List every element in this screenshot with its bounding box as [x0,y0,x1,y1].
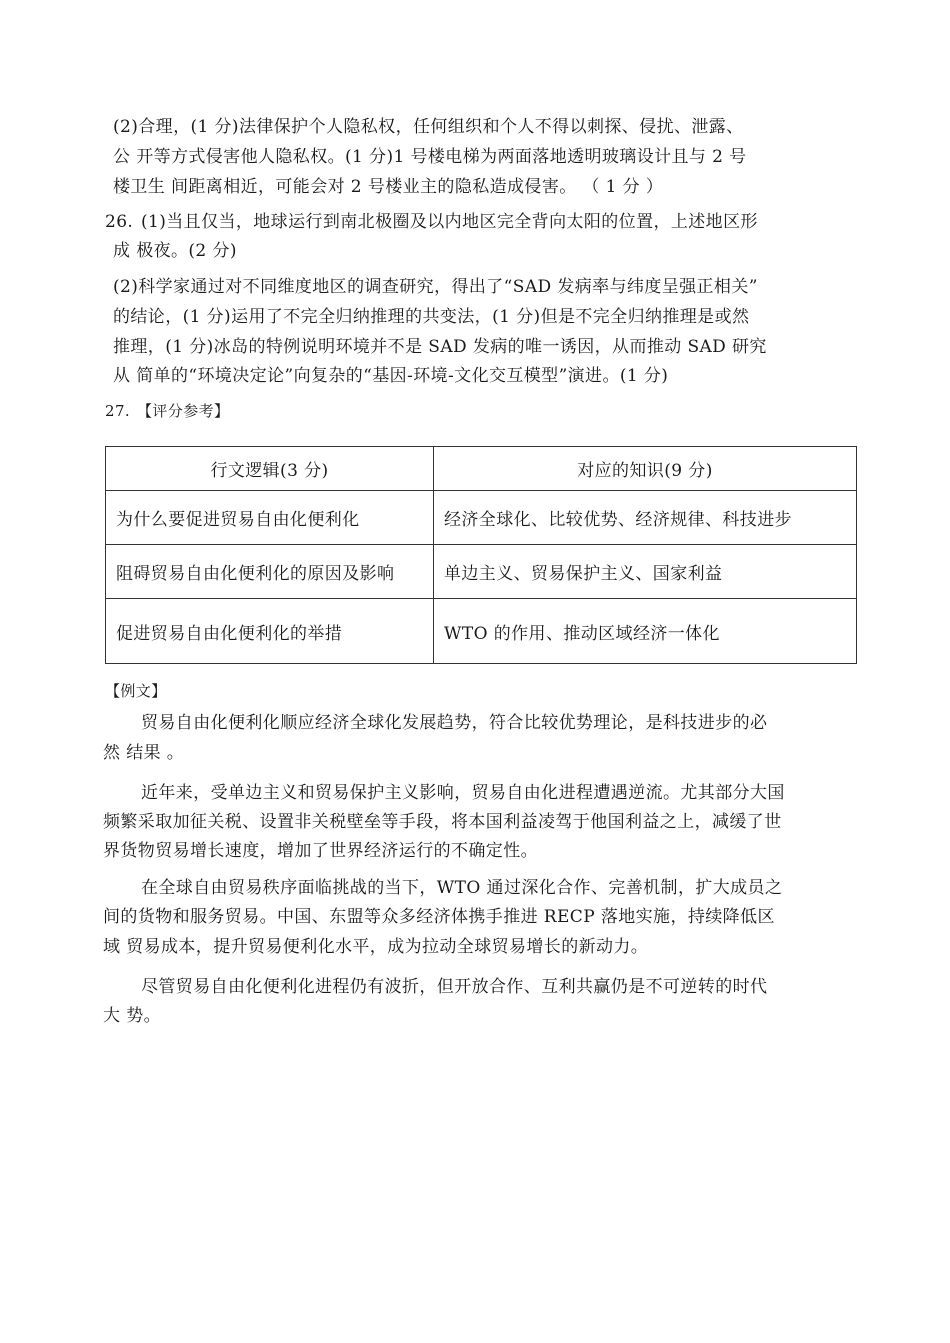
table-cell: WTO 的作用、推动区域经济一体化 [434,599,857,664]
q27-grading-label: 【评分参考】 [137,402,230,420]
example-p3-line-2: 间的货物和服务贸易。中国、东盟等众多经济体携手推进 RECP 落地实施，持续降低区 [103,907,775,927]
table-header-knowledge: 对应的知识(9 分) [434,447,857,491]
example-p1-line-2: 然 结果 。 [103,743,185,763]
table-cell: 促进贸易自由化便利化的举措 [106,599,434,664]
table-cell: 阻碍贸易自由化便利化的原因及影响 [106,545,434,599]
example-p4-line-1: 尽管贸易自由化便利化进程仍有波折，但开放合作、互利共赢仍是不可逆转的时代 [141,977,768,997]
example-p2-line-2: 频繁采取加征关税、设置非关税壁垒等手段，将本国利益凌驾于他国利益之上，减缓了世 [103,812,782,832]
q25-part2-line-1: (2)合理，(1 分)法律保护个人隐私权，任何组织和个人不得以刺探、侵扰、泄露、 [113,117,744,137]
q25-part2-line-3: 楼卫生 间距离相近，可能会对 2 号楼业主的隐私造成侵害。 （ 1 分 ） [113,177,664,197]
table-row [106,599,857,664]
q26-part2-line-4: 从 简单的“环境决定论”向复杂的“基因-环境-文化交互模型”演进。(1 分) [113,366,669,386]
example-p3-line-3: 域 贸易成本，提升贸易便利化水平，成为拉动全球贸易增长的新动力。 [103,937,649,957]
q26-part2-line-2: 的结论，(1 分)运用了不完全归纳推理的共变法，(1 分)但是不完全归纳推理是或然 [113,307,750,327]
table-row [106,491,857,545]
table-header-row [106,447,857,491]
example-p4-line-2: 大 势。 [103,1006,162,1026]
table-cell: 单边主义、贸易保护主义、国家利益 [434,545,857,599]
q26-part2-line-1: (2)科学家通过对不同维度地区的调查研究，得出了“SAD 发病率与纬度呈强正相关” [113,277,758,297]
example-p2-line-1: 近年来，受单边主义和贸易保护主义影响，贸易自由化进程遭遇逆流。尤其部分大国 [141,783,785,803]
q26-part2-line-3: 推理，(1 分)冰岛的特例说明环境并不是 SAD 发病的唯一诱因，从而推动 SAD 研究 [113,337,767,357]
table-header-logic: 行文逻辑(3 分) [106,447,434,491]
example-p3-line-1: 在全球自由贸易秩序面临挑战的当下，WTO 通过深化合作、完善机制，扩大成员之 [141,878,783,898]
grading-table [105,446,857,664]
example-p1-line-1: 贸易自由化便利化顺应经济全球化发展趋势，符合比较优势理论，是科技进步的必 [141,713,768,733]
table-cell: 为什么要促进贸易自由化便利化 [106,491,434,545]
q26-number: 26. [105,212,134,232]
example-label: 【例文】 [105,682,167,700]
q25-part2-line-2: 公 开等方式侵害他人隐私权。(1 分)1 号楼电梯为两面落地透明玻璃设计且与 2 号 [113,147,747,167]
example-p2-line-3: 界货物贸易增长速度，增加了世界经济运行的不确定性。 [103,841,538,861]
q26-part1-line-1: (1)当且仅当，地球运行到南北极圈及以内地区完全背向太阳的位置，上述地区形 [141,212,758,232]
table-cell: 经济全球化、比较优势、经济规律、科技进步 [434,491,857,545]
table-row [106,545,857,599]
q27-number: 27. [105,402,131,420]
q26-part1-line-2: 成 极夜。(2 分) [113,241,237,261]
